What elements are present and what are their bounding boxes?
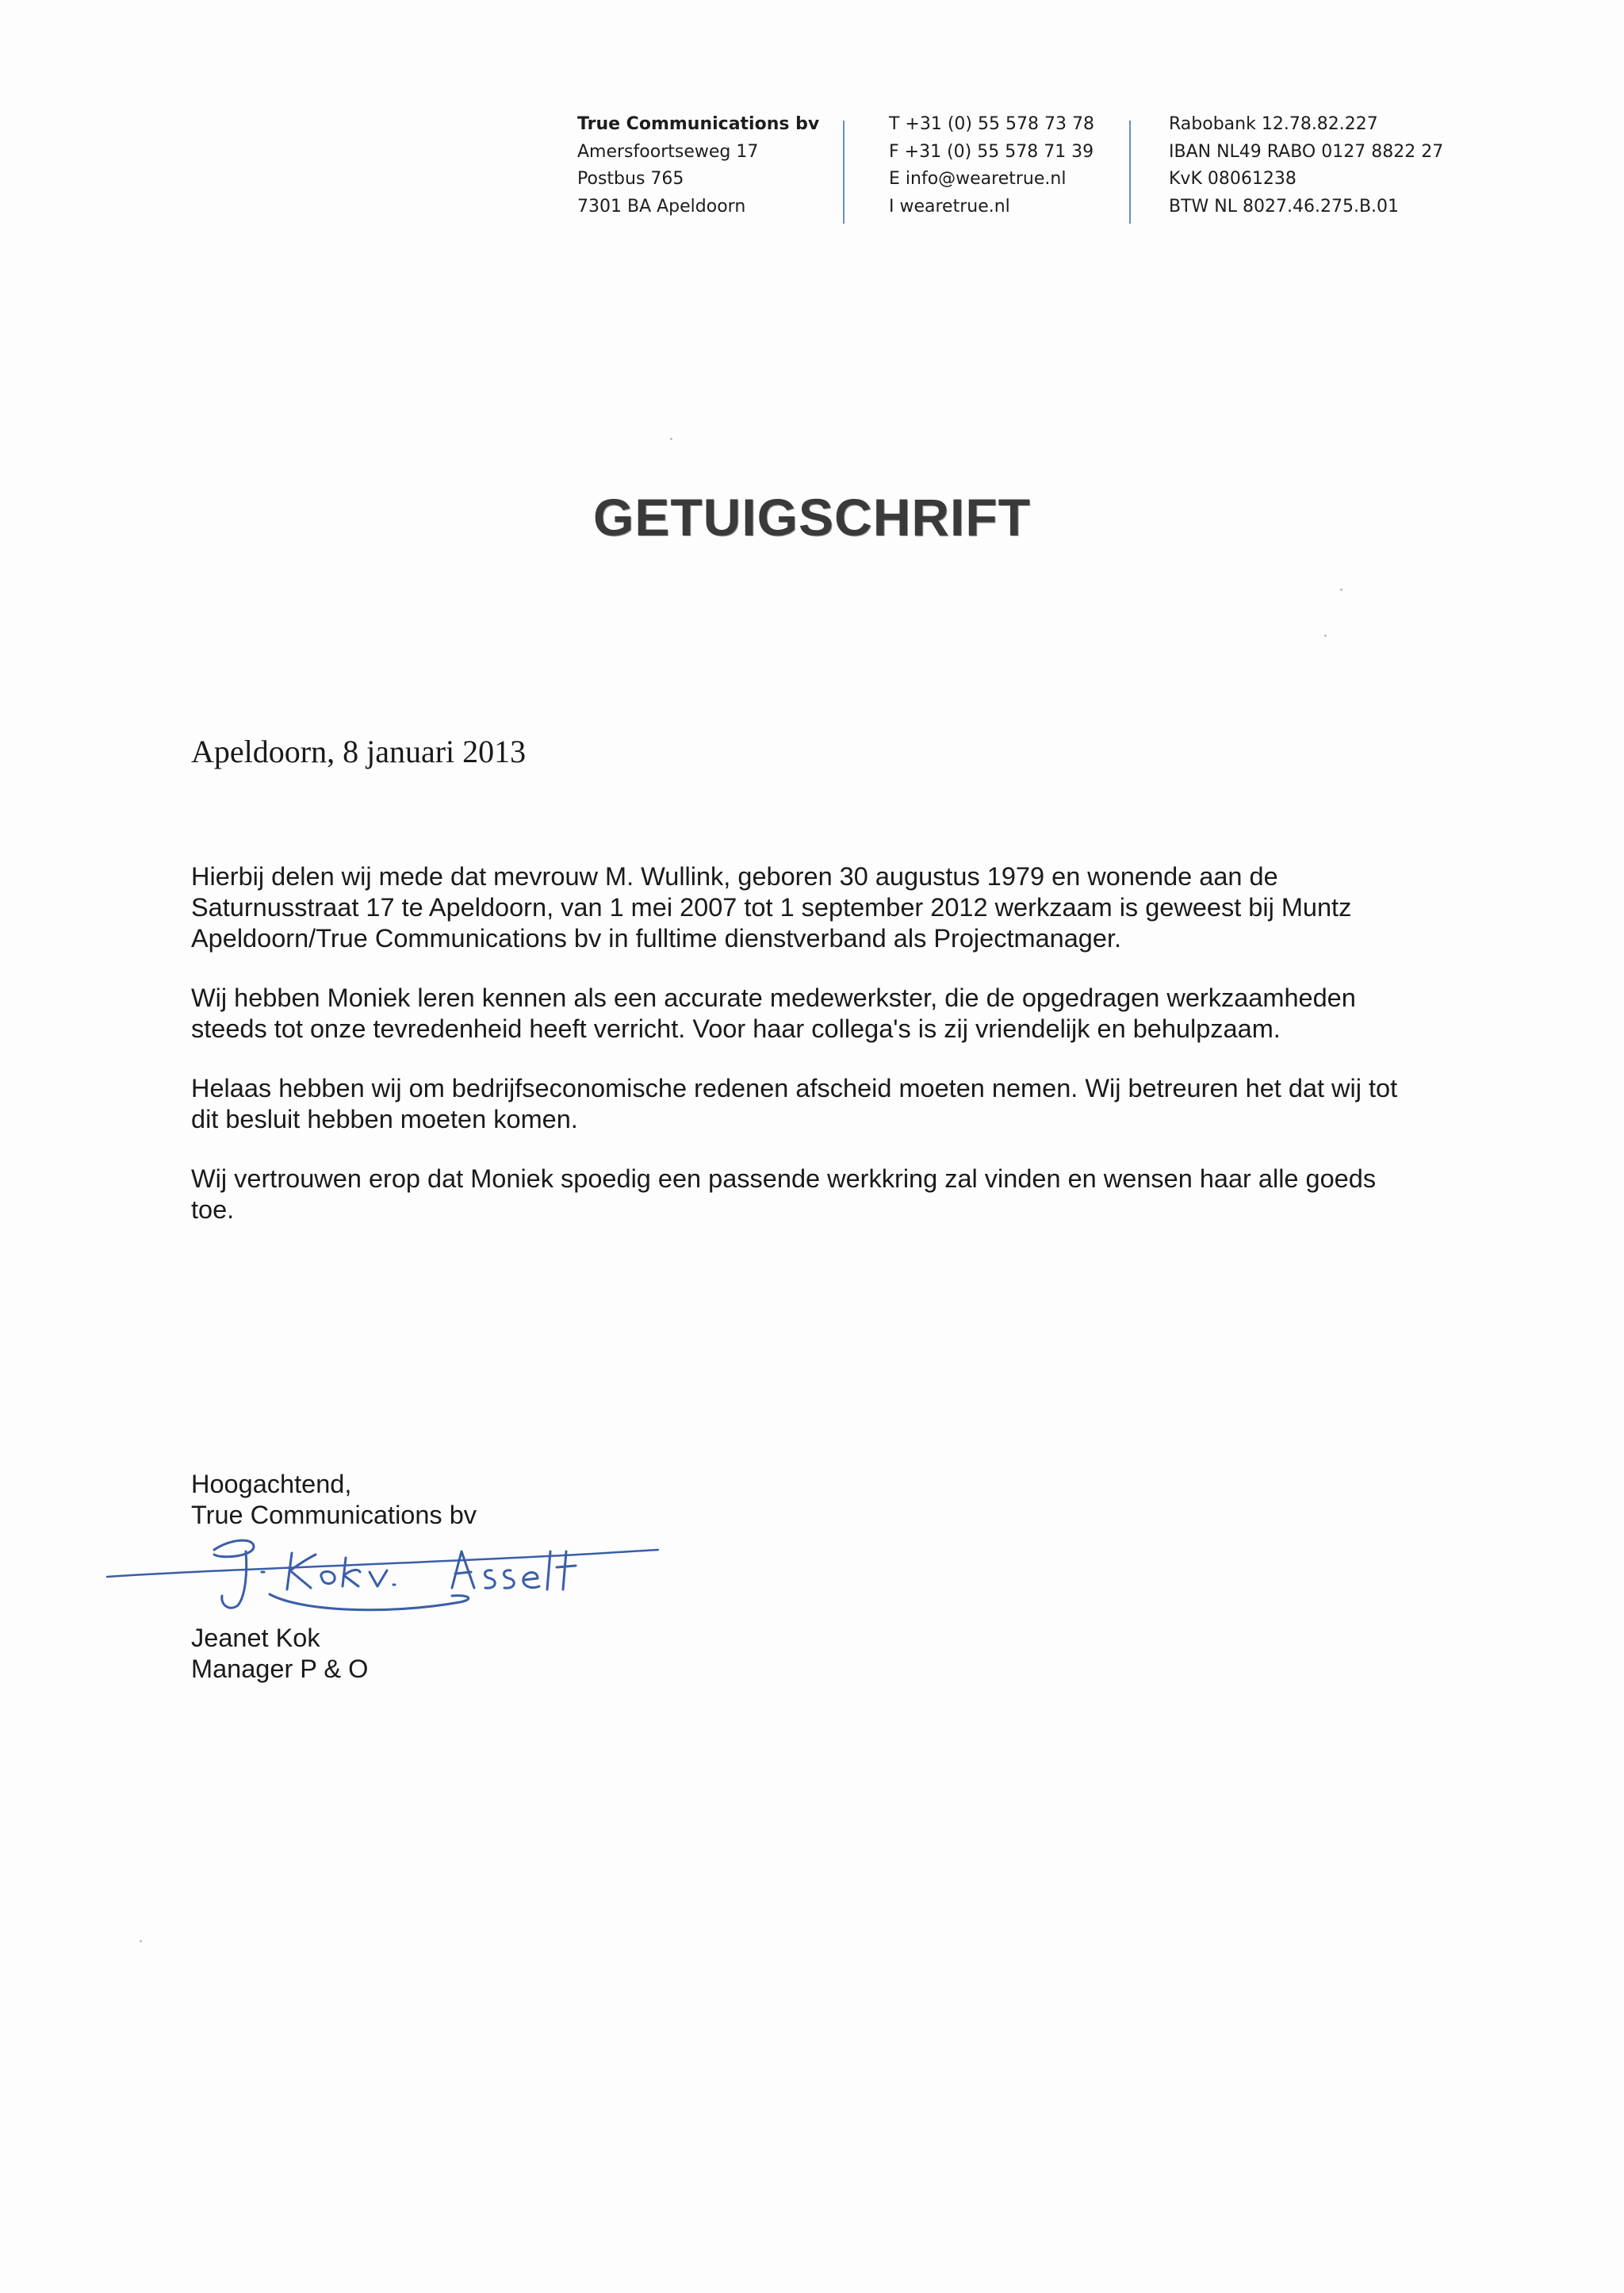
paragraph-line: Wij vertrouwen erop dat Moniek spoedig een passende werkkring zal vinden en wensen haar alle goeds [191, 1164, 1377, 1193]
letterhead [0, 111, 1624, 230]
company-name: True Communications bv [577, 114, 820, 134]
closing-greeting: Hoogachtend, [191, 1470, 352, 1498]
scan-speck [140, 1940, 142, 1942]
paragraph-line: toe. [191, 1195, 235, 1224]
company-address-block [577, 111, 819, 220]
paragraph-line: Hierbij delen wij mede dat mevrouw M. Wullink, geboren 30 augustus 1979 en wonende aan de [191, 862, 1278, 891]
document-title: GETUIGSCHRIFT [593, 488, 1031, 546]
bank-block [1169, 111, 1443, 220]
signer-block [191, 1623, 368, 1685]
letterhead-divider [843, 121, 845, 224]
bank-rabobank: Rabobank 12.78.82.227 [1169, 114, 1378, 134]
signer-name: Jeanet Kok [191, 1624, 320, 1652]
paragraph-line: Saturnusstraat 17 te Apeldoorn, van 1 mei 2007 tot 1 september 2012 werkzaam is geweest bij Muntz [191, 893, 1352, 922]
scan-speck [670, 438, 672, 440]
scan-speck [1340, 589, 1342, 591]
company-postbus: Postbus 765 [577, 169, 684, 189]
signer-role: Manager P & O [191, 1655, 369, 1683]
bank-kvk: KvK 08061238 [1169, 169, 1297, 189]
handwritten-signature [103, 1523, 674, 1626]
paragraph-line: steeds tot onze tevredenheid heeft verricht. Voor haar collega's is zij vriendelijk en behulpzaam. [191, 1014, 1281, 1043]
letterhead-divider [1129, 121, 1131, 224]
contact-block [889, 111, 1094, 220]
letter-body [191, 861, 1460, 1254]
closing-company: True Communications bv [191, 1501, 477, 1529]
closing-block [191, 1469, 477, 1531]
paragraph-line: dit besluit hebben moeten komen. [191, 1105, 578, 1133]
paragraph [191, 1164, 1460, 1225]
contact-email: E info@wearetrue.nl [889, 169, 1067, 189]
bank-iban: IBAN NL49 RABO 0127 8822 27 [1169, 141, 1444, 162]
paragraph-line: Wij hebben Moniek leren kennen als een accurate medewerkster, die de opgedragen werkzaamheden [191, 984, 1356, 1012]
company-city: 7301 BA Apeldoorn [577, 196, 746, 217]
paragraph-line: Apeldoorn/True Communications bv in fulltime dienstverband als Projectmanager. [191, 924, 1121, 953]
date-line: Apeldoorn, 8 januari 2013 [191, 734, 527, 769]
paragraph-line: Helaas hebben wij om bedrijfseconomische redenen afscheid moeten nemen. Wij betreuren het dat wij tot [191, 1074, 1398, 1102]
scan-speck [1324, 635, 1327, 637]
paragraph [191, 1073, 1460, 1135]
contact-fax: F +31 (0) 55 578 71 39 [889, 141, 1094, 162]
paragraph [191, 983, 1460, 1045]
contact-web: I wearetrue.nl [889, 196, 1010, 217]
bank-btw: BTW NL 8027.46.275.B.01 [1169, 196, 1400, 217]
paragraph [191, 861, 1460, 954]
contact-phone: T +31 (0) 55 578 73 78 [889, 114, 1094, 134]
company-street: Amersfoortseweg 17 [577, 141, 759, 162]
